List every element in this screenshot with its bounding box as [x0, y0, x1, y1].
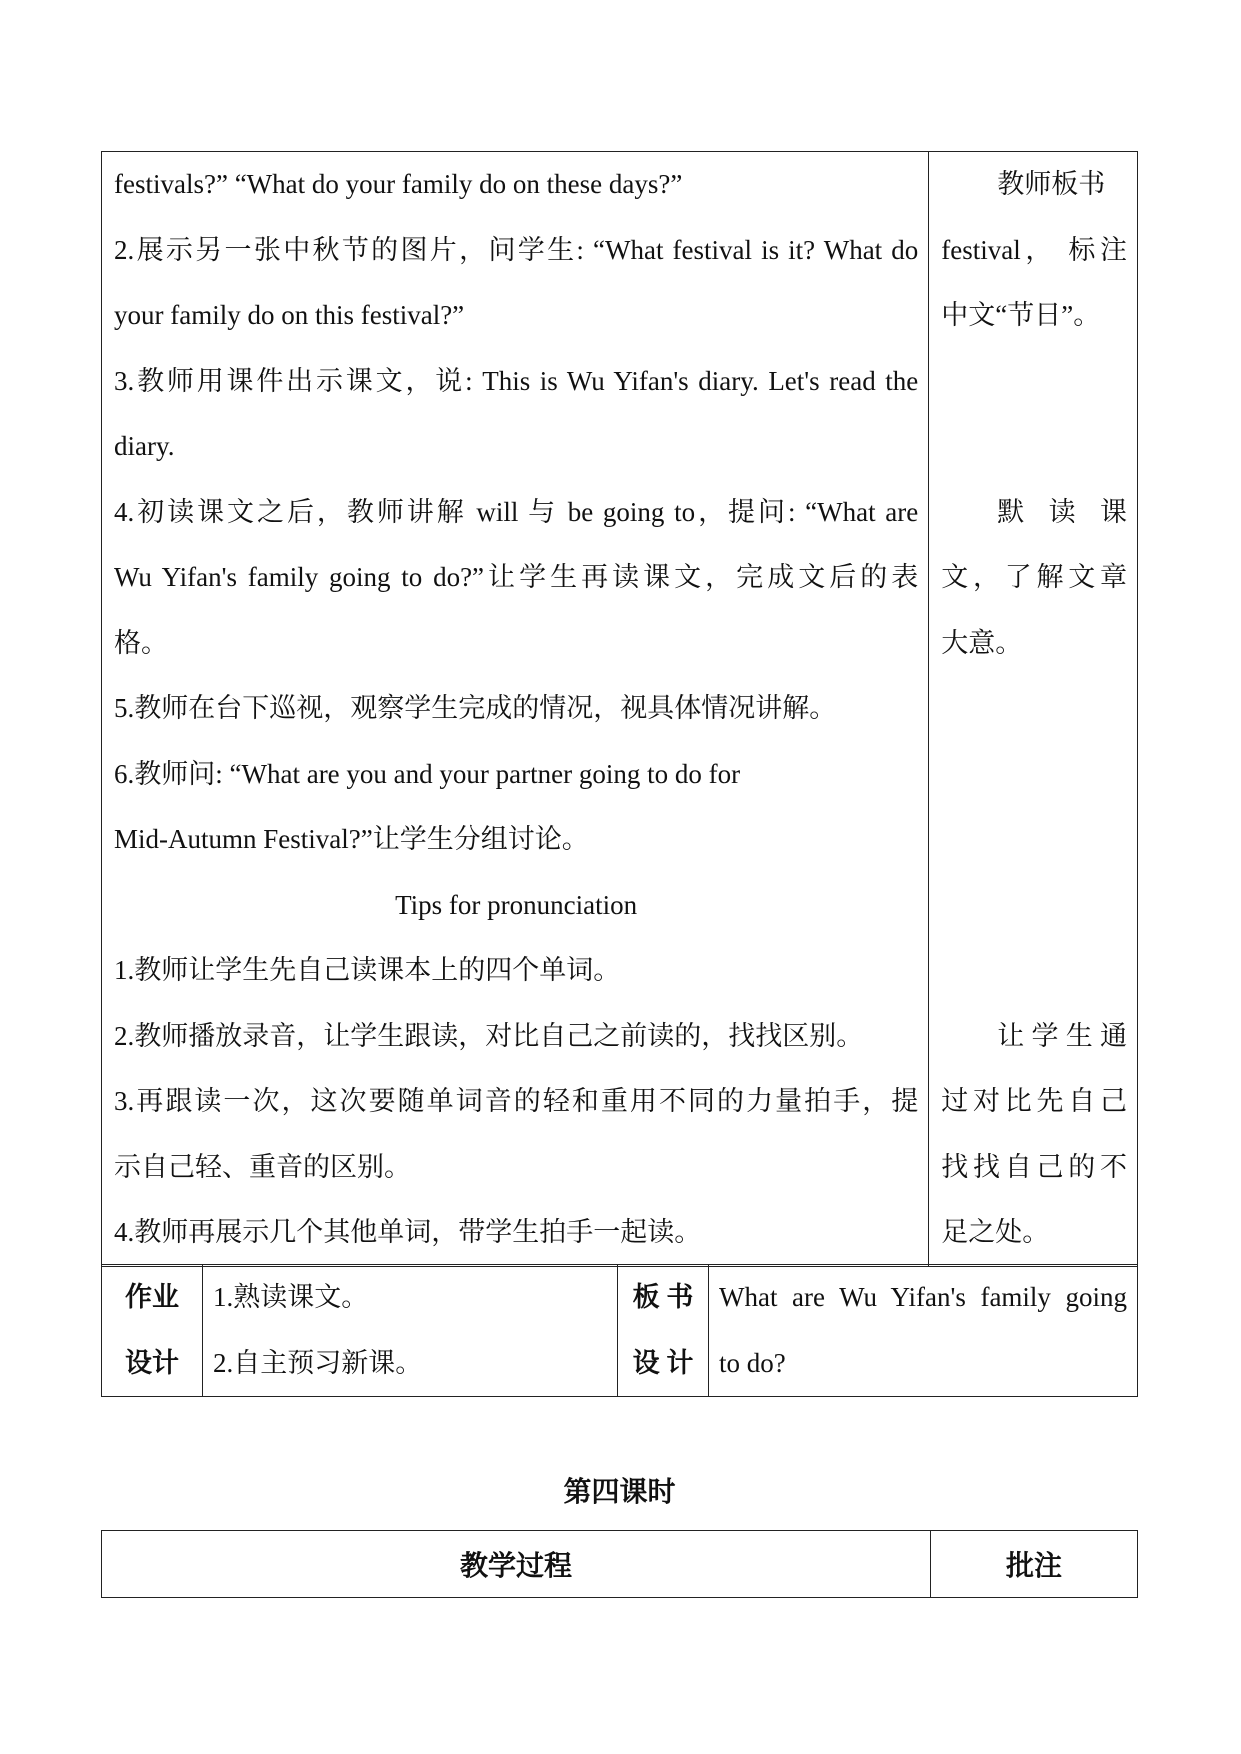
board-label: 设 计 — [632, 1347, 694, 1378]
process-line: festivals?” “What do your family do on these days?” — [114, 169, 683, 199]
process-line: 4.教师再展示几个其他单词，带学生拍手一起读。 — [114, 1217, 702, 1247]
homework-board-row — [102, 1265, 1138, 1397]
header-row — [102, 1531, 1138, 1598]
header-process: 教学过程 — [102, 1531, 931, 1598]
spacer — [941, 742, 1127, 808]
side-note-line: 大意。 — [941, 627, 1023, 658]
board-line: to do? — [719, 1347, 786, 1378]
board-label: 板 书 — [632, 1282, 694, 1312]
side-note-line: 中文“节日”。 — [941, 300, 1101, 330]
process-line: 示自己轻、重音的区别。 — [114, 1151, 411, 1182]
board-line: What are Wu Yifan's family going — [719, 1282, 1127, 1312]
header-notes: 批注 — [931, 1531, 1138, 1598]
spacer — [941, 676, 1127, 742]
process-line: 1.教师让学生先自己读课本上的四个单词。 — [114, 955, 621, 985]
board-content-cell — [709, 1265, 1138, 1397]
lesson4-header-table — [101, 1530, 1138, 1598]
annotation-cell — [929, 152, 1138, 1267]
process-line: 2.教师播放录音，让学生跟读，对比自己之前读的，找找区别。 — [114, 1020, 864, 1051]
process-line: your family do on this festival?” — [114, 300, 465, 330]
spacer — [941, 873, 1127, 939]
homework-item: 1.熟读课文。 — [213, 1282, 369, 1312]
side-note-line: 过对比先自己 — [941, 1086, 1127, 1116]
spacer — [941, 938, 1127, 1004]
board-label-cell — [618, 1265, 709, 1397]
homework-label: 设计 — [125, 1347, 179, 1378]
side-note-line: 默 读 课 — [997, 496, 1127, 527]
side-note-line: festival， 标注 — [941, 234, 1127, 265]
process-line: 3.教师用课件出示课文，说: This is Wu Yifan's diary. Let's read the — [114, 365, 919, 396]
spacer — [941, 807, 1127, 873]
process-line: Mid-Autumn Festival?”让学生分组讨论。 — [114, 824, 589, 854]
homework-label-cell — [102, 1265, 203, 1397]
homework-label: 作业 — [125, 1282, 179, 1312]
process-line: diary. — [114, 431, 175, 461]
side-note-line: 找找自己的不 — [941, 1151, 1127, 1182]
section-title: 第四课时 — [563, 1475, 676, 1508]
process-line: 6.教师问: “What are you and your partner going to do for — [114, 758, 741, 789]
process-line: 3.再跟读一次，这次要随单词音的轻和重用不同的力量拍手，提 — [114, 1086, 919, 1116]
lesson-table — [101, 151, 1138, 1267]
homework-content-cell — [203, 1265, 618, 1397]
spacer — [941, 349, 1127, 415]
process-line: 格。 — [114, 627, 168, 658]
process-line: 4.初读课文之后，教师讲解 will 与 be going to，提问: “What are — [114, 496, 919, 527]
lesson-body-row — [102, 152, 1138, 1267]
homework-item: 2.自主预习新课。 — [213, 1347, 423, 1378]
spacer — [941, 414, 1127, 480]
process-line: Wu Yifan's family going to do?”让学生再读课文，完成文后的表 — [114, 562, 919, 592]
teaching-process-cell — [102, 152, 929, 1267]
pronunciation-heading: Tips for pronunciation — [395, 889, 638, 920]
side-note-line: 让学生通 — [997, 1020, 1127, 1051]
homework-board-table — [101, 1264, 1138, 1397]
process-line: 2.展示另一张中秋节的图片，问学生: “What festival is it? What do — [114, 234, 919, 265]
side-note-line: 足之处。 — [941, 1217, 1050, 1247]
process-line: 5.教师在台下巡视，观察学生完成的情况，视具体情况讲解。 — [114, 693, 837, 723]
side-note-line: 文，了解文章 — [941, 562, 1127, 592]
side-note-line: 教师板书 — [997, 169, 1106, 199]
